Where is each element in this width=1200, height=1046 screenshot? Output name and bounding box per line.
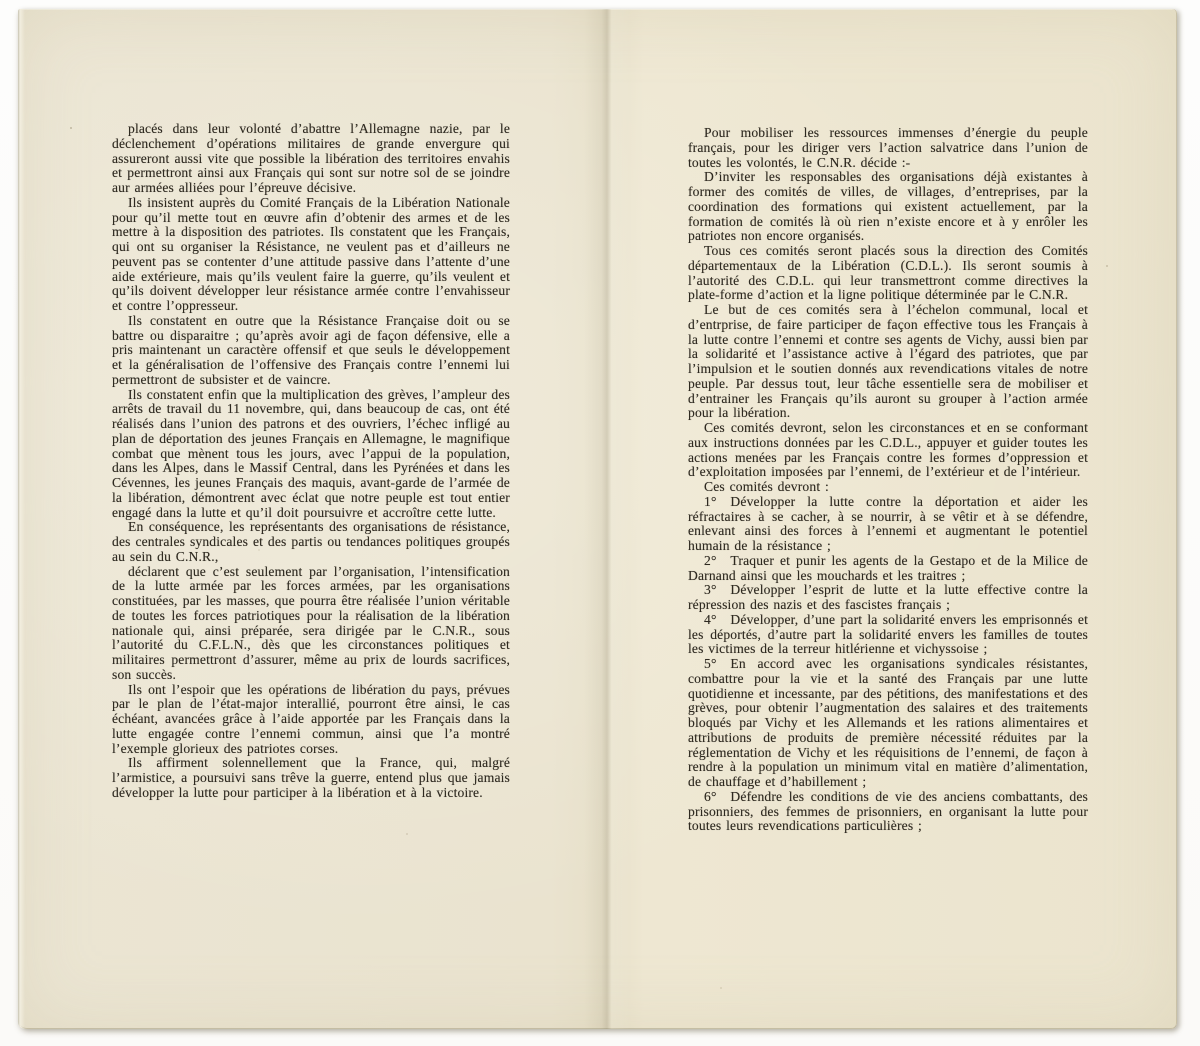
paragraph: Le but de ces comités sera à l’échelon communal, local et d’entrprise, de faire participer de façon effective tous les Français à la lutte contre l’ennemi et contre ses agents de Vichy, aussi bien par la solidarité et l’assistance active à l’égard des patriotes, que par l’impulsion et le soutien donnés aux revendications vitales de notre peuple. Par dessus tout, leur tâche essentielle sera de mobiliser et d’entrainer les Français qu’ils auront su grouper à l’action armée pour la libération. bbox=[688, 302, 1088, 421]
paragraph: déclarent que c’est seulement par l’organisation, l’intensification de la lutte armée par les forces armées, par les organisations constituées, par les masses, que pourra être réalisée l’union véritable de toutes les forces patriotiques pour la réalisation de la libération nationale qui, ainsi préparée, sera dirigée par le C.N.R., sous l’autorité du C.F.L.N., dès que les circonstances politiques et militaires permettront d’assurer, même au prix de lourds sacrifices, son succès. bbox=[112, 563, 510, 682]
paragraph: Ils insistent auprès du Comité Français de la Libération Nationale pour qu’il mette tout en œuvre afin d’obtenir des armes et de les mettre à la disposition des patriotes. Ils constatent que les Français, qui ont su organiser la Résistance, ne veulent pas et d’ailleurs ne peuvent pas se contenter d’une attitude passive dans l’attente d’une aide extérieure, mais qu’ils veulent faire la guerre, qu’ils veulent et qu’ils doivent développer leur résistance armée contre l’envahisseur et contre l’oppresseur. bbox=[112, 194, 510, 313]
paragraph: En conséquence, les représentants des organisations de résistance, des centrales syndicales et des partis ou tendances politiques groupés au sein du C.N.R., bbox=[112, 519, 510, 564]
page-right-text-column bbox=[688, 126, 1088, 834]
paragraph: Pour mobiliser les ressources immenses d’énergie du peuple français, pour les diriger vers l’action salvatrice dans l’union de toutes les volontés, le C.N.R. décide :- bbox=[688, 125, 1088, 170]
list-item: 6° Défendre les conditions de vie des anciens combattants, des prisonniers, des femmes de prisonniers, en organisant la lutte pour toutes leurs revendications particulières ; bbox=[688, 788, 1088, 834]
list-item: 3° Développer l’esprit de lutte et la lutte effective contre la répression des nazis et des fascistes français ; bbox=[688, 582, 1088, 612]
center-fold bbox=[584, 9, 630, 1029]
booklet-spread bbox=[18, 9, 1177, 1029]
paragraph: Ils affirment solennellement que la France, qui, malgré l’armistice, a poursuivi sans trêve la guerre, entend plus que jamais développer la lutte pour participer à la libération et à la victoire. bbox=[112, 755, 510, 800]
paragraph: placés dans leur volonté d’abattre l’Allemagne nazie, par le déclenchement d’opérations militaires de grande envergure qui assureront aussi vite que possible la libération des territoires envahis et permettront ainsi aux Français qui sont sur notre sol de se joindre aur armées alliées pour l’épreuve décisive. bbox=[112, 121, 510, 195]
paragraph: Ils ont l’espoir que les opérations de libération du pays, prévues par le plan de l’état-major interallié, pourront être ainsi, le cas échéant, avancées grâce à l’aide apportée par les Français dans la lutte engagée contre l’ennemi commun, ainsi que l’a montré l’exemple glorieux des patriotes corses. bbox=[112, 681, 510, 756]
paragraph: D’inviter les responsables des organisations déjà existantes à former des comités de villes, de villages, d’entreprises, par la coordination des formations qui existent actuellement, par la formation de comités là où rien n’existe encore et à y enrôler les patriotes non encore organisés. bbox=[688, 169, 1088, 244]
list-item: 1° Développer la lutte contre la déportation et aider les réfractaires à se cacher, à se nourrir, à se vêtir et à se défendre, enlevant ainsi des forces à l’ennemi et augmentant le potentiel humain de la résistance ; bbox=[688, 493, 1088, 553]
paper-specks bbox=[18, 9, 20, 11]
page-left-text-column bbox=[112, 122, 510, 801]
paragraph: Ils constatent en outre que la Résistance Française doit ou se battre ou disparaitre ; qu’après avoir agi de façon défensive, elle a pris maintenant un caractère offensif et que seuls le développement et la généralisation de l’offensive des Français contre l’ennemi lui permettront de subsister et de vaincre. bbox=[112, 312, 510, 387]
list-item: 4° Développer, d’une part la solidarité envers les emprisonnés et les déportés, d’autre part la solidarité envers les familles de toutes les victimes de la terreur hitlérienne et vichyssoise ; bbox=[688, 611, 1088, 657]
list-item: 2° Traquer et punir les agents de la Gestapo et de la Milice de Darnand ainsi que les mouchards et les traitres ; bbox=[688, 552, 1088, 583]
paragraph: Ils constatent enfin que la multiplication des grèves, l’ampleur des arrêts de travail du 11 novembre, qui, dans beaucoup de cas, ont été réalisés dans l’union des patrons et des ouvriers, l’échec infligé au plan de déportation des jeunes Français en Allemagne, le magnifique combat que mènent tous les jours, avec l’appui de la population, dans les Alpes, dans le Massif Central, dans les Pyrénées et dans les Cévennes, les jeunes Français des maquis, avant-garde de l’armée de la libération, démontrent avec éclat que notre peuple est tout entier engagé dans la lutte et qu’il doit poursuivre et accroître cette lutte. bbox=[112, 386, 510, 520]
list-item: 5° En accord avec les organisations syndicales résistantes, combattre pour la vie et la santé des Français par une lutte quotidienne et incessante, par des pétitions, des manifestations et des grèves, pour obtenir l’augmentation des salaires et des traitements bloqués par Vichy et les Allemands et les rations alimentaires et attributions de produits de première nécessité réduites par la réglementation de Vichy et les réquisitions de l’ennemi, de façon à rendre à la population un minimum vital en matière d’alimentation, de chauffage et d’habillement ; bbox=[688, 656, 1088, 789]
paragraph: Ces comités devront : bbox=[704, 479, 829, 494]
paragraph: Ces comités devront, selon les circonstances et en se conformant aux instructions données par les C.D.L., appuyer et guider toutes les actions menées par les Français contre les formes d’oppression et d’exploitation imposées par l’ennemi, de l’extérieur et de l’intérieur. bbox=[688, 420, 1088, 480]
paragraph: Tous ces comités seront placés sous la direction des Comités départementaux de la Libération (C.D.L.). Ils seront soumis à l’autorité des C.D.L. qui leur transmettront comme directives la plate-forme d’action et la ligne politique déterminée par le C.N.R. bbox=[688, 243, 1088, 303]
